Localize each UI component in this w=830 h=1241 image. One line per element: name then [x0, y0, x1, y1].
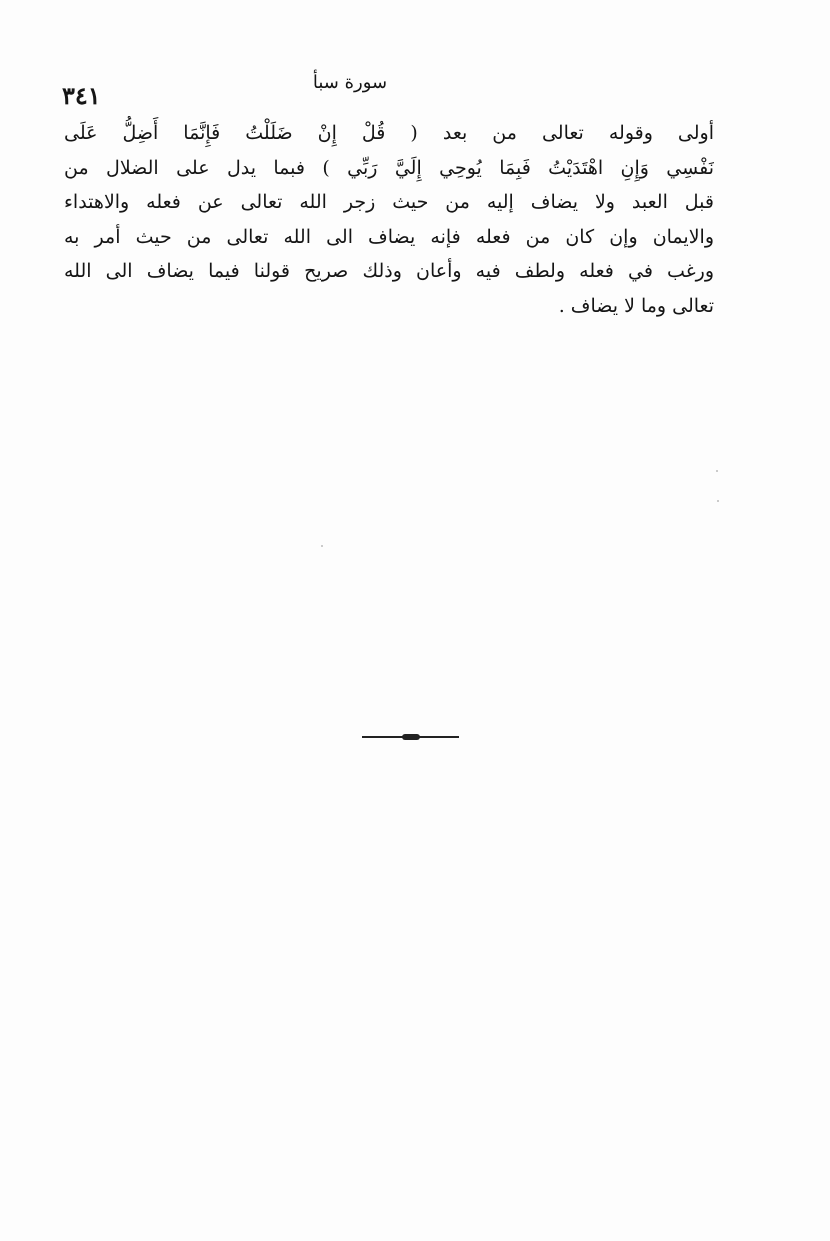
- text-line: أولى وقوله تعالى من بعد ( قُلْ إِنْ ضَلَلْتُ فَإِنَّمَا أَضِلُّ عَلَى: [64, 122, 714, 144]
- body-text: [64, 116, 714, 323]
- text-line: تعالى وما لا يضاف .: [558, 294, 714, 317]
- text-line: والايمان وإن كان من فعله فإنه يضاف الى الله تعالى من حيث أمر به: [64, 225, 714, 248]
- scan-speck: [321, 545, 323, 547]
- scan-speck: [716, 470, 718, 472]
- text-line: نَفْسِي وَإِنِ اهْتَدَيْتُ فَبِمَا يُوحِي إِلَيَّ رَبِّي ) فبما يدل على الضلال من: [64, 156, 714, 179]
- page-number: ٣٤١: [62, 81, 101, 110]
- end-ornament: [362, 734, 459, 740]
- text-line: قبل العبد ولا يضاف إليه من حيث زجر الله تعالى عن فعله والاهتداء: [64, 191, 714, 213]
- text-line: ورغب في فعله ولطف فيه وأعان وذلك صريح قولنا فيما يضاف الى الله: [64, 260, 714, 282]
- running-title: سورة سبأ: [312, 72, 388, 93]
- ornament-knot: [402, 734, 420, 740]
- scan-speck: [717, 500, 719, 502]
